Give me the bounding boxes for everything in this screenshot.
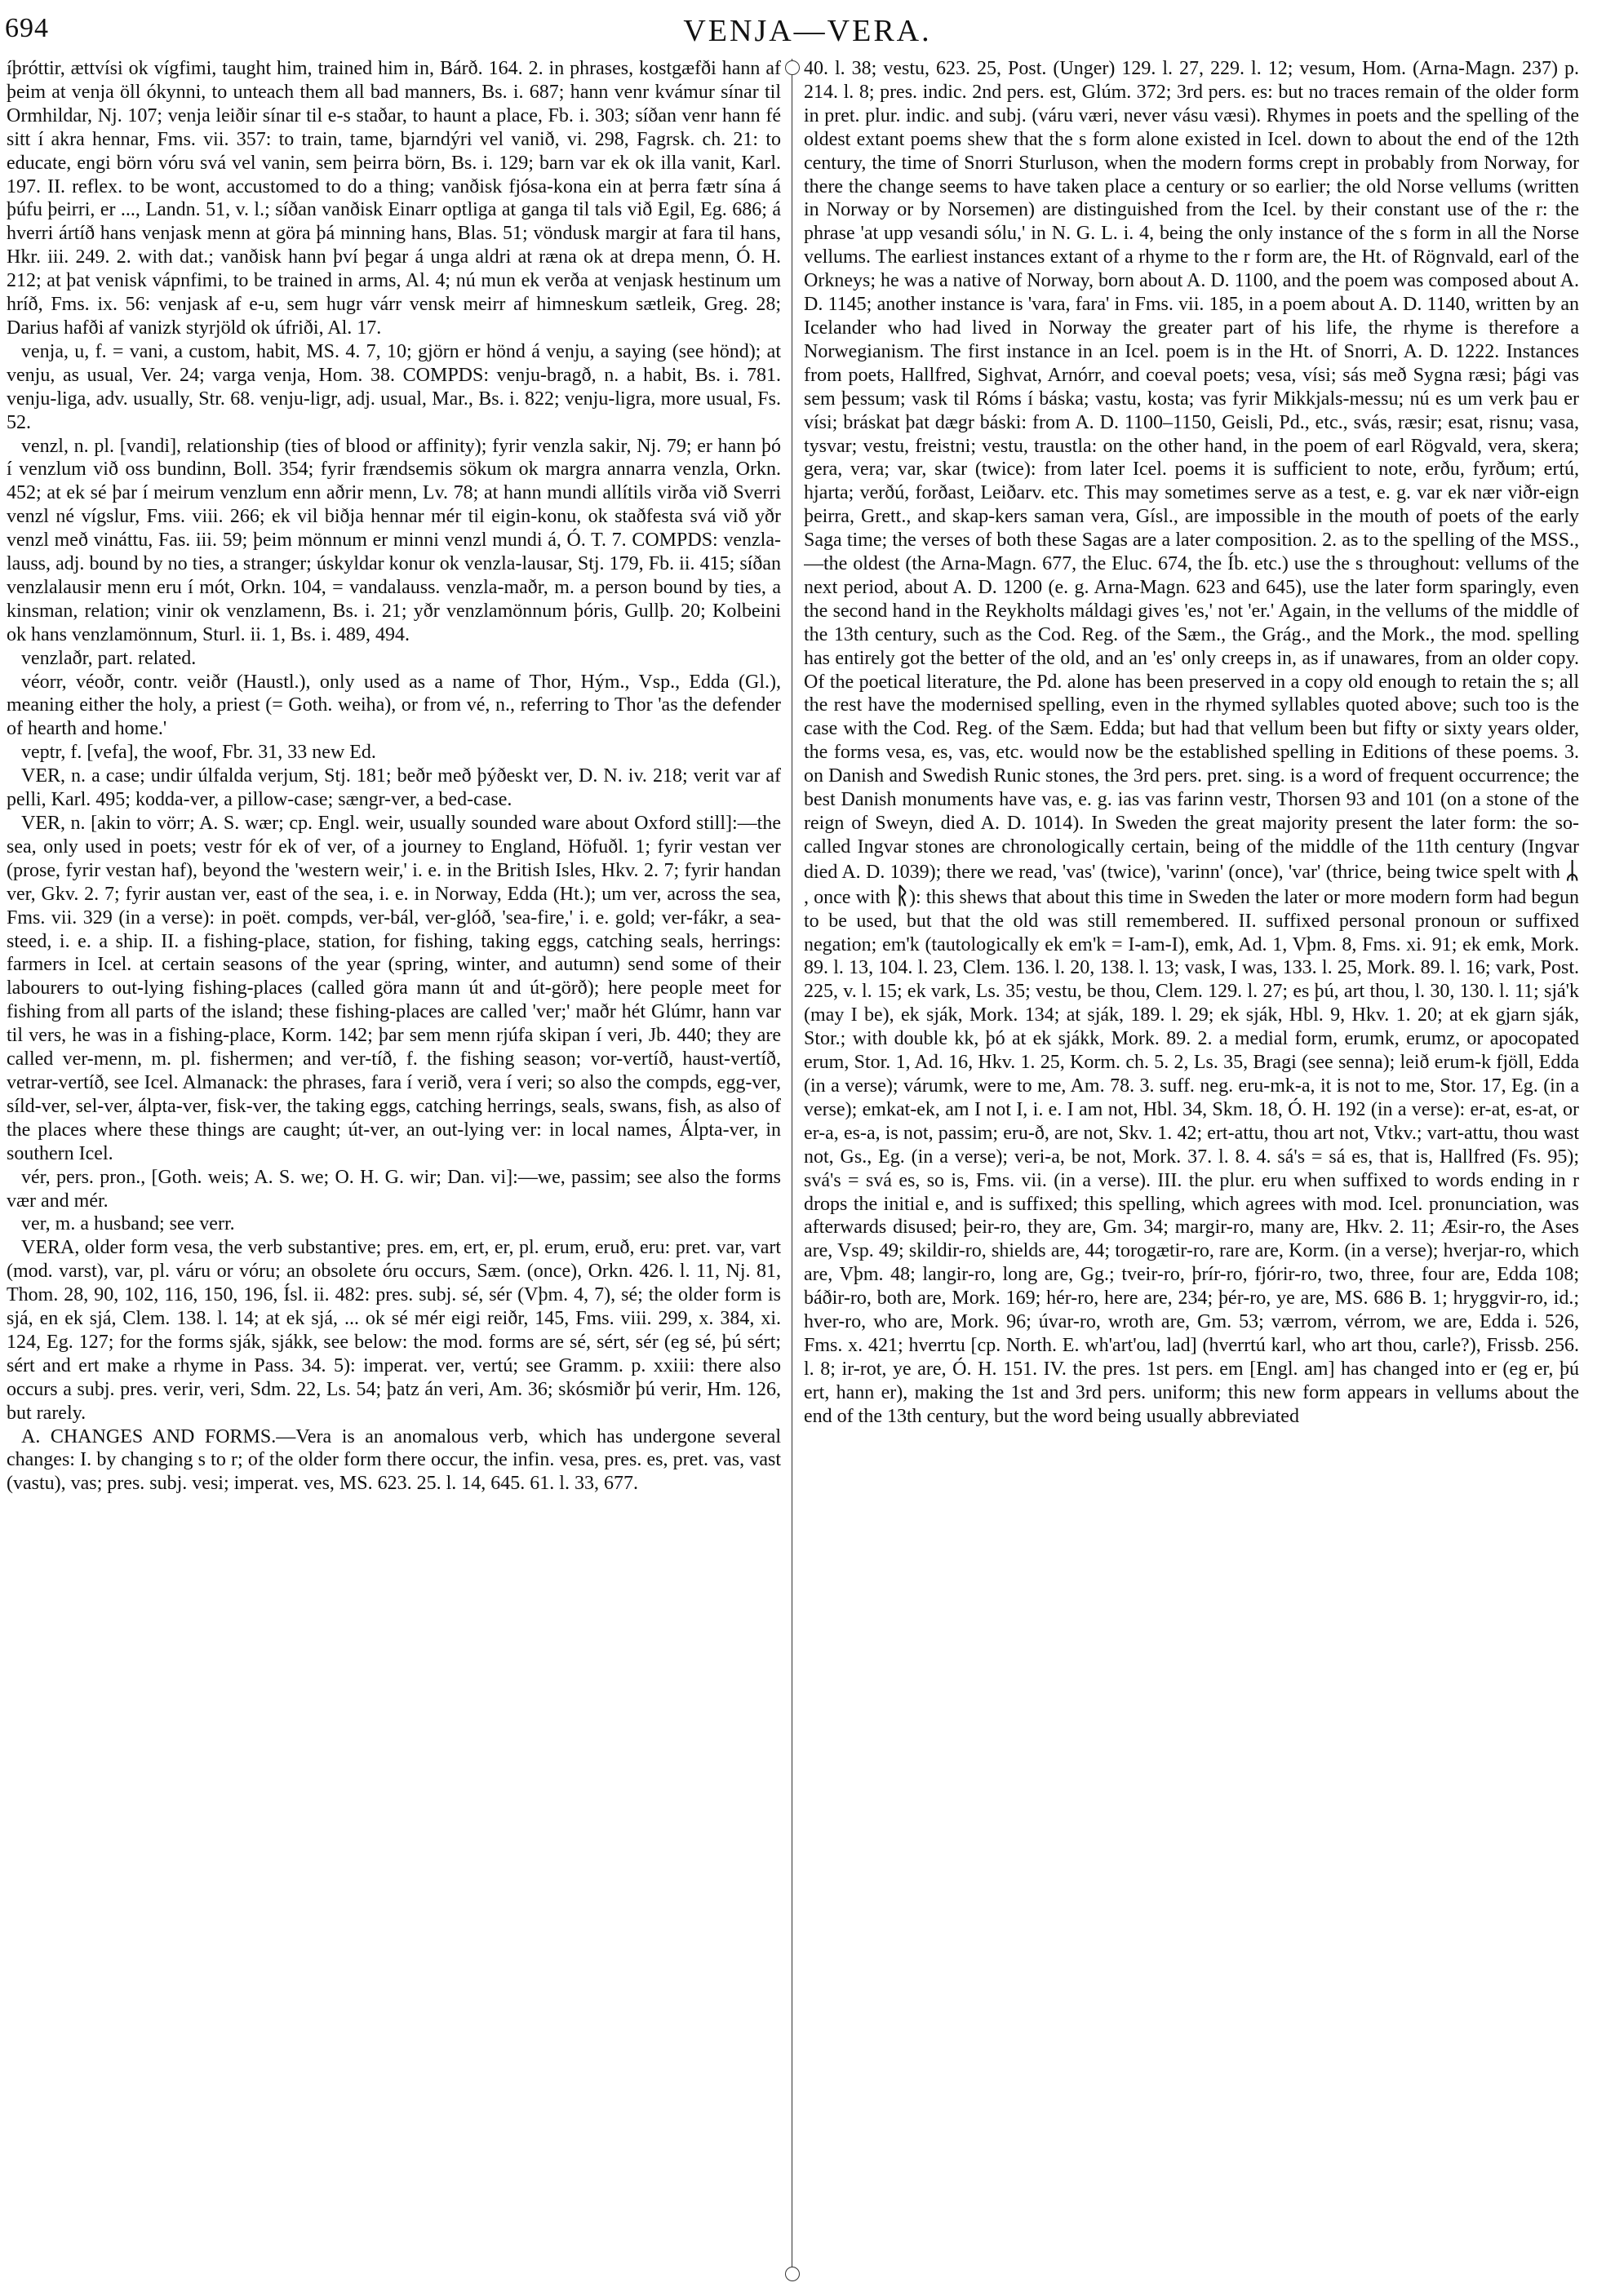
entry-vera-changes: A. CHANGES AND FORMS.—Vera is an anomalous verb, which has undergone several changes: I. by changing s to r; of the older form there occur, the infin. vesa, pres. es, pret. vas, vast (vastu), vas; pres. subj. vesi; imperat. ves, MS. 623. 25. l. 14, 645. 61. l. 33, 677. (7, 1425, 781, 1495)
vera-continuation (804, 57, 1579, 1429)
right-column (804, 57, 1579, 2285)
rune-reid-icon: ᚱ (895, 881, 910, 909)
entry-venja: venja, u, f. = vani, a custom, habit, MS. 4. 7, 10; gjörn er hönd á venju, a saying (see hönd); at venju, as usual, Ver. 24; varga venja, Hom. 38. COMPDS: venju-bragð, n. a habit, Bs. i. 781. venju-liga, adv. usually, Str. 68. venju-ligr, adj. usual, Mar., Bs. i. 822; venju-ligra, more usual, Fs. 52. (7, 340, 781, 433)
left-column (7, 57, 781, 2285)
entry-veptr: veptr, f. [vefa], the woof, Fbr. 31, 33 new Ed. (21, 742, 376, 764)
vera-text-part-2: , once with (804, 886, 891, 908)
page-header (0, 8, 1615, 54)
rune-yr-icon: ᛦ (1565, 856, 1579, 884)
entry-venzladr: venzlaðr, part. related. (21, 647, 197, 669)
entry-ver-case: VER, n. a case; undir úlfalda verjum, Stj. 181; beðr með þýðeskt ver, D. N. iv. 218; verit var af pelli, Karl. 495; kodda-ver, a pillow-case; sængr-ver, a bed-case. (7, 765, 781, 811)
entry-ver-sea: VER, n. [akin to vörr; A. S. wær; cp. Engl. weir, usually sounded ware about Oxford still]:—the sea, only used in poets; vestr fór ek of ver, of a journey to England, Höfuðl. 1; fyrir vestan ver (prose, fyrir vestan haf), beyond the 'western weir,' i. e. in the British Isles, Hkv. 2. 7; fyrir handan ver, Gkv. 2. 7; fyrir austan ver, east of the sea, i. e. in Norway, Edda (Ht.); um ver, across the sea, Fms. vii. 329 (in a verse): in poët. compds, ver-bál, ver-glóð, 'sea-fire,' i. e. gold; ver-fákr, a sea-steed, i. e. a ship. II. a fishing-place, station, for fishing, taking eggs, catching seals, herrings: farmers in Icel. at certain seasons of the year (spring, winter, and autumn) send some of their labourers to out-lying fishing-places (called göra mann út and út-görð); here people meet for fishing from all parts of the island; these fishing-places are called 'ver;' maðr hét Glúmr, hann var til vers, he was in a fishing-place, Korm. 142; þar sem menn rjúfa skipan í veri, Jb. 440; they are called ver-menn, m. pl. fishermen; and ver-tíð, f. the fishing season; vor-vertíð, haust-vertíð, vetrar-vertíð, see Icel. Almanack: the phrases, fara í verið, vera í veri; so also the compds, egg-ver, síld-ver, sel-ver, álpta-ver, fisk-ver, the taking eggs, catching herrings, seals, swans, fish, as also of the places where these things are caught; út-ver, an out-lying ver: in local names, Álpta-ver, in southern Icel. (7, 813, 781, 1164)
divider-ornament-top (785, 60, 800, 75)
entry-veorr: véorr, véoðr, contr. veiðr (Haustl.), only used as a name of Thor, Hým., Vsp., Edda (Gl.), meaning either the holy, a priest (= Goth. weiha), or from vé, n., referring to Thor 'as the defender of hearth and home.' (7, 671, 781, 740)
divider-ornament-bottom (785, 2267, 800, 2281)
vera-text-part-3: ): this shews that about this time in Sweden the later or more modern form had begun to be used, but that the old was still remembered. II. suffixed personal pronoun or suffixed negation; em'k (tautologically ek em'k = I-am-I), emk, Ad. 1, Vþm. 8, Fms. xi. 91; ek emk, Mork. 89. l. 13, 104. l. 23, Clem. 136. l. 20, 138. l. 13; vask, I was, 133. l. 25, Mork. 89. l. 16; vark, Post. 225, v. l. 15; ek vark, Ls. 35; vestu, be thou, Clem. 129. l. 27; es þú, art thou, l. 30, 130. l. 11; sjá'k (may I be), ek sják, Mork. 134; at sják, 189. l. 29; ek sják, Hbl. 9, Hkv. 1. 20; at ek gjarn sják, Stor.; with double kk, þó at ek sjákk, Mork. 89. 2. a medial form, erumk, erumz, or apocopated erum, Stor. 1, Ad. 16, Hkv. 1. 25, Korm. ch. 5. 2, Ls. 35, Bragi (see senna); leið erum-k fjöll, Edda (in a verse); várumk, were to me, Am. 78. 3. suff. neg. eru-mk-a, it is not to me, Stor. 17, Eg. (in a verse); emkat-ek, am I not I, i. e. I am not, Hbl. 34, Skm. 18, Ó. H. 192 (in a verse): er-at, es-at, or er-a, es-a, is not, passim; eru-ð, are not, Skv. 1. 42; ert-attu, thou art not, Vtkv.; vart-attu, thou wast not, Gs., Eg. (in a verse); veri-a, be not, Mork. 37. l. 8. 4. sá's = sá es, that is, Hallfred (Fs. 95); svá's = svá es, so is, Fms. vii. (in a verse). III. the plur. eru when suffixed to words ending in r drops the initial e, and is suffixed; this spelling, which agrees with mod. Icel. pronunciation, was afterwards disused; þeir-ro, they are, Gm. 34; margir-ro, many are, Hkv. 2. 11; Æsir-ro, the Ases are, Vsp. 49; skildir-ro, shields are, 44; torogætir-ro, rare are, Korm. (in a verse); hverjar-ro, which are, Vþm. 48; langir-ro, long are, Gg.; tveir-ro, þrír-ro, fjórir-ro, two, three, four are, Edda 108; báðir-ro, both are, Mork. 169; hér-ro, here are, 234; þér-ro, ye are, MS. 686 B. 1; hryggvir-ro, id.; hver-ro, who are, Mork. 96; úvar-ro, wroth are, Gm. 53; værrom, vérrom, we are, Edda i. 526, Fms. x. 421; hverrtu [cp. North. E. wh'art'ou, lad] (hverrtú karl, who art thou, carle?), Frissb. 256. l. 8; ir-rot, ye are, Ó. H. 151. IV. the pres. 1st pers. em [Engl. am] has changed into er (eg er, þú ert, hann er), making the 1st and 3rd pers. uniform; this new form appears in vellums about the end of the 13th century, but the word being usually abbreviated (804, 886, 1579, 1427)
entry-paragraph: íþróttir, ættvísi ok vígfimi, taught him, trained him in, Bárð. 164. 2. in phrases, kostgæfði hann af þeim at venja öll ókynni, to unteach them all bad manners, Bs. i. 687; hann venr kvámur sínar til Ormhildar, Nj. 107; venja leiðir sínar til e-s staðar, to haunt a place, Fb. i. 303; síðan venr hann fé sitt í akra hennar, Fms. vii. 357: to train, tame, bjarndýri vel vanið, vi. 298, Fagrsk. ch. 21: to educate, engi börn vóru svá vel vanin, sem þeirra börn, Bs. i. 129; barn var ek ok illa vanit, Karl. 197. II. reflex. to be wont, accustomed to do a thing; vanðisk fjósa-kona ein at þerra fætr sína á þúfu þeirri, er ..., Landn. 51, v. l.; síðan vanðisk Einarr optliga at ganga til tals við Egil, Eg. 686; á hverri ártíð hans venjask menn at göra þá minning hans, Blas. 51; vöndusk margir at fara til hans, Hkr. iii. 249. 2. with dat.; vanðisk hann því þegar á unga aldri at ræna ok at drepa menn, Ó. H. 212; at þat venisk vápnfimi, to be trained in arms, Al. 4; nú mun ek verða at venjask hestinum um hríð, Fms. ix. 56: venjask af e-u, sem hugr várr vensk meirr af himneskum sætleik, Greg. 28; Darius hafði af vanizk styrjöld ok úfriði, Al. 17. (7, 58, 781, 339)
text-columns (0, 57, 1615, 2285)
page-title: VENJA—VERA. (683, 14, 932, 48)
entry-ver-husband: ver, m. a husband; see verr. (21, 1213, 235, 1235)
vera-text-part-1: 40. l. 38; vestu, 623. 25, Post. (Unger) 129. l. 27, 229. l. 12; vesum, Hom. (Arna-Magn. 237) p. 214. l. 8; pres. indic. 2nd pers. est, Glúm. 372; 3rd pers. es: but no traces remain of the older form in pret. plur. indic. and subj. (váru væri, never vásu væsi). Rhymes in poets and the spelling of the oldest extant poems shew that the s form alone existed in Icel. down to about the end of the 12th century, the time of Snorri Sturluson, when the modern forms crept in probably from Norway, for there the change seems to have taken place a century or so earlier; the old Norse vellums (written in Norway or by Norsemen) are distinguished from the Icel. by their constant use of the r: the phrase 'at upp vesandi sólu,' in N. G. L. i. 4, being the only instance of the s form in all the Norse vellums. The earliest instances extant of a rhyme to the r form are, the Ht. of Rögnvald, earl of the Orkneys; he was a native of Norway, born about A. D. 1100, and the poem was composed about A. D. 1145; another instance is 'vara, fara' in Fms. vii. 185, in a poem about A. D. 1140, written by an Icelander who had lived in Norway the greater part of his life, the rhyme is therefore a Norwegianism. The first instance in an Icel. poem is in the Ht. of Snorri, A. D. 1222. Instances from poets, Hallfred, Sighvat, Arnórr, and coeval poets; vesa, vísi; sás með Sygna ræsi; þági vas sem þessum; vask til Róms í báska; vastu, kosta; vas fyrir Mikkjals-messu; nú es um verk þau er vísi; bráskat þat dægr báski: from A. D. 1100–1150, Geisli, Pd., etc., svás, ræsir; esat, risnu; vasa, tysvar; vestu, freistni; vestu, traustla: on the other hand, in the poem of earl Rögvald, vera, skera; gera, vera; var, skar (twice): from later Icel. poems it is sufficient to note, erðu, fyrðum; ertú, hjarta; verðú, forðast, Leiðarv. etc. This may sometimes serve as a test, e. g. var ek nær viðr-eign þeirra, Grett., and skap-kers saman vera, Gísl., are impossible in the mouth of poets of the early Saga time; the verses of both these Sagas are a later composition. 2. as to the spelling of the MSS.,—the oldest (the Arna-Magn. 677, the Eluc. 674, the Íb. etc.) use the s throughout: vellums of the next period, about A. D. 1200 (e. g. Arna-Magn. 623 and 645), use the later form sparingly, even the second hand in the Reykholts máldagi gives 'es,' not 'er.' Again, in the vellums of the middle of the 13th century, such as the Cod. Reg. of the Sæm., the Grág., and the Mork., the mod. spelling has entirely got the better of the old, and an 'es' only creeps in, as if unawares, from an older copy. Of the poetical literature, the Pd. alone has been preserved in a copy old enough to retain the s; all the rest have the modernised spelling, even in the rhymed syllables quoted above; such too is the case with the Cod. Reg. of the Sæm. Edda; but had that vellum been but fifty or sixty years older, the forms vesa, es, vas, etc. would now be the established spelling in Editions of these poems. 3. on Danish and Swedish Runic stones, the 3rd pers. pret. sing. is a word of frequent occurrence; the best Danish monuments have vas, e. g. ias vas farinn vestr, Thorsen 93 and 101 (on a stone of the reign of Sweyn, died A. D. 1014). In Sweden the great majority present the later form: the so-called Ingvar stones are chronologically certain, being of the middle of the 11th century (Ingvar died A. D. 1039); there we read, 'vas' (twice), 'varinn' (once), 'var' (thrice, being twice spelt with (804, 58, 1579, 883)
entry-ver-pronoun: vér, pers. pron., [Goth. weis; A. S. we; O. H. G. wir; Dan. vi]:—we, passim; see also the forms vær and mér. (7, 1166, 781, 1212)
page-number: 694 (5, 13, 49, 43)
entry-vera: VERA, older form vesa, the verb substantive; pres. em, ert, er, pl. erum, eruð, eru: pret. var, vart (mod. varst), var, pl. váru or vóru; an obsolete óru occurs, Sæm. (once), Orkn. 426. l. 11, Nj. 81, Thom. 28, 90, 102, 116, 150, 196, Ísl. ii. 482: pres. subj. sé, sér (Vþm. 4, 7), sé; the older form is sjá, en ek sjá, Clem. 138. l. 14; at ek sjá, ... ok sé mér eigi reiðr, 145, Fms. viii. 299, x. 384, xi. 124, Eg. 127; for the forms sják, sjákk, see below: the mod. forms are sé, sért, sér (eg sé, þú sért; sért and ert make a rhyme in Pass. 34. 5): imperat. ver, vertú; see Gramm. p. xxiii: there also occurs a subj. pres. verir, veri, Sdm. 22, Ls. 54; þatz án veri, Am. 36; skósmiðr þú verir, Hm. 126, but rarely. (7, 1237, 781, 1424)
entry-venzl: venzl, n. pl. [vandi], relationship (ties of blood or affinity); fyrir venzla sakir, Nj. 79; er hann þó í venzlum við oss bundinn, Boll. 354; fyrir frændsemis sökum ok margra annarra venzla, Orkn. 452; at ek sé þar í meirum venzlum enn aðrir menn, Lv. 78; at hann mundi allítils virða við Sverri venzl né vígslur, Fms. viii. 266; ek vil biðja hennar mér til eigin-konu, ok staðfesta svá við yðr venzl með vináttu, Fas. iii. 59; þeim mönnum er minni venzl mundi á, Ó. T. 7. COMPDS: venzla-lauss, adj. bound by no ties, a stranger; úskyldar konur ok venzla-lausar, Stj. 179, Fb. ii. 415; síðan venzlalausir menn eru í mót, Orkn. 104, = vandalauss. venzla-maðr, m. a person bound by ties, a kinsman, relation; vinir ok venzlamenn, Bs. i. 21; yðr venzlamönnum þóris, Gullþ. 20; Kolbeini ok hans venzlamönnum, Sturl. ii. 1, Bs. i. 489, 494. (7, 435, 781, 645)
